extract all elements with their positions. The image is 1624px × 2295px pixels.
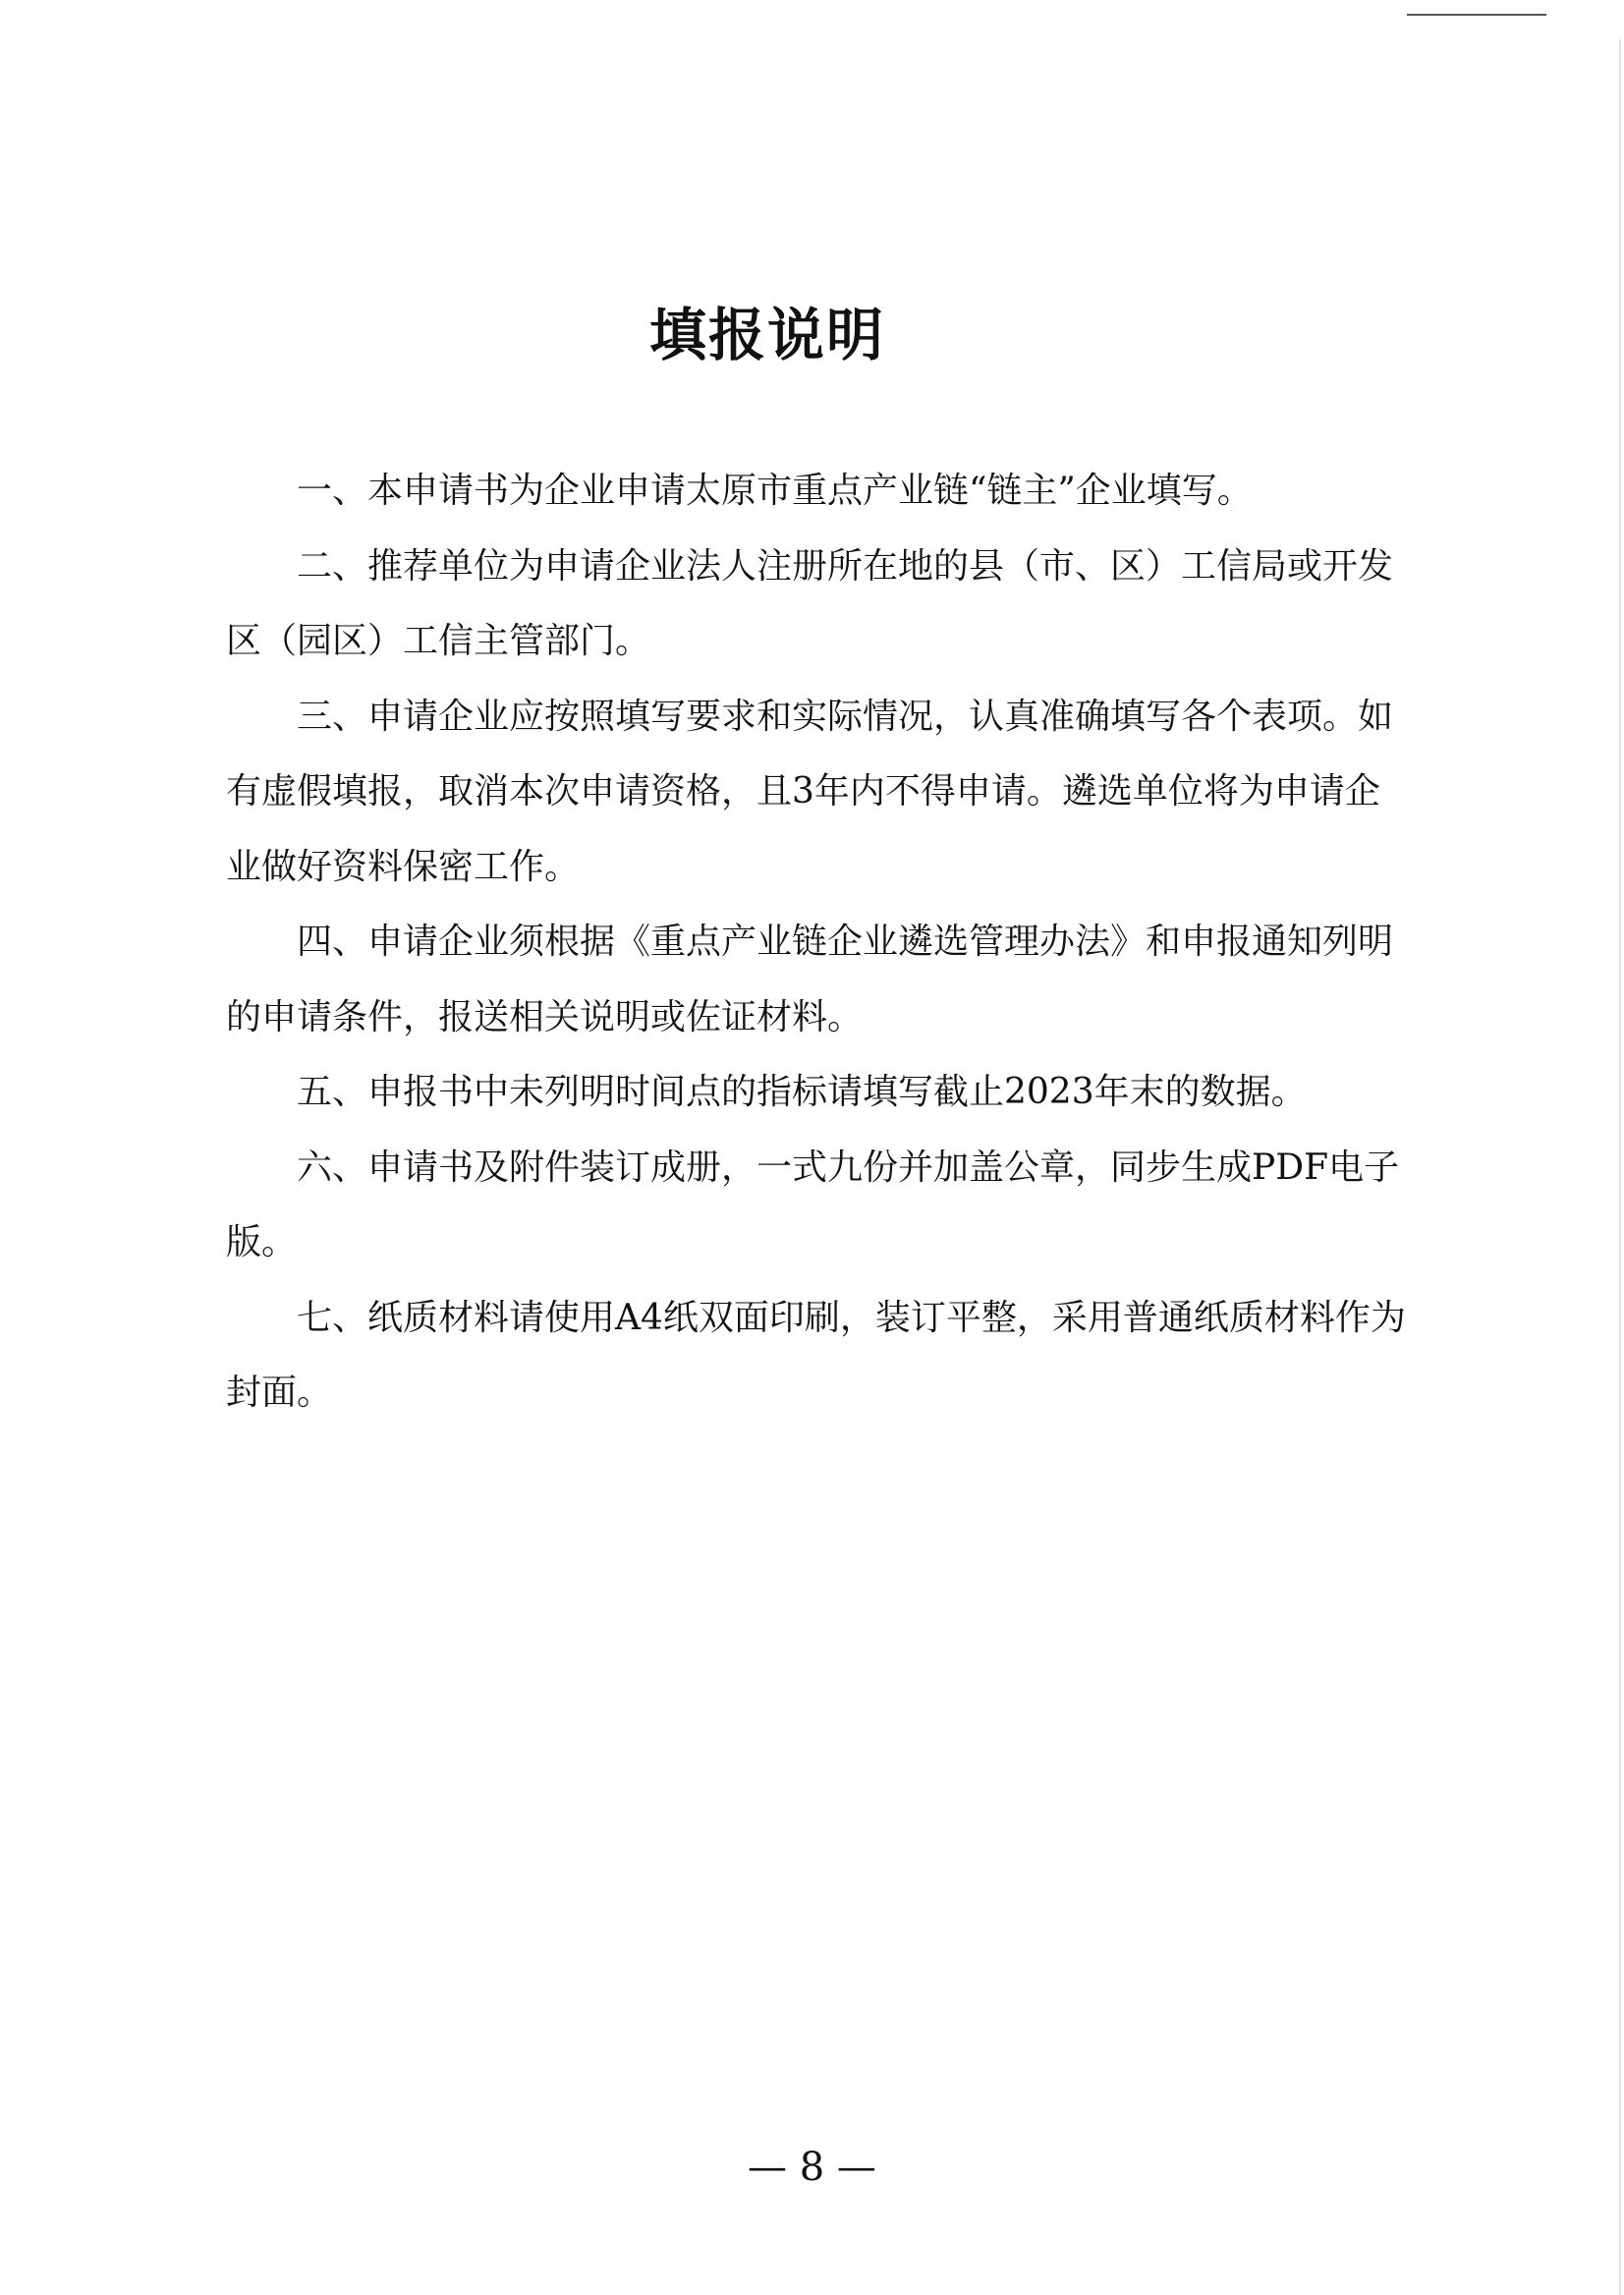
instruction-item-5: 五、申报书中未列明时间点的指标请填写截止2023年末的数据。 <box>297 1072 1307 1112</box>
page-title: 填报说明 <box>648 301 885 368</box>
instruction-item-4: 四、申请企业须根据《重点产业链企业遴选管理办法》和申报通知列明的申请条件，报送相关说明或佐证材料。 <box>226 922 1394 1037</box>
instruction-item-2: 二、推荐单位为申请企业法人注册所在地的县（市、区）工信局或开发区（园区）工信主管部门。 <box>226 545 1394 661</box>
instructions-body <box>226 454 1410 1431</box>
instruction-item-7: 七、纸质材料请使用A4纸双面印刷，装订平整，采用普通纸质材料作为封面。 <box>226 1297 1406 1413</box>
header-rule <box>1407 14 1546 16</box>
page-number: — 8 — <box>748 2145 876 2190</box>
scan-edge-line <box>1619 39 1621 2295</box>
instruction-item-6: 六、申请书及附件装订成册，一式九份并加盖公章，同步生成PDF电子版。 <box>226 1147 1400 1262</box>
instruction-item-3: 三、申请企业应按照填写要求和实际情况，认真准确填写各个表项。如有虚假填报，取消本次申请资格，且3年内不得申请。遴选单位将为申请企业做好资料保密工作。 <box>226 696 1394 887</box>
instruction-item-1: 一、本申请书为企业申请太原市重点产业链“链主”企业填写。 <box>297 471 1253 511</box>
